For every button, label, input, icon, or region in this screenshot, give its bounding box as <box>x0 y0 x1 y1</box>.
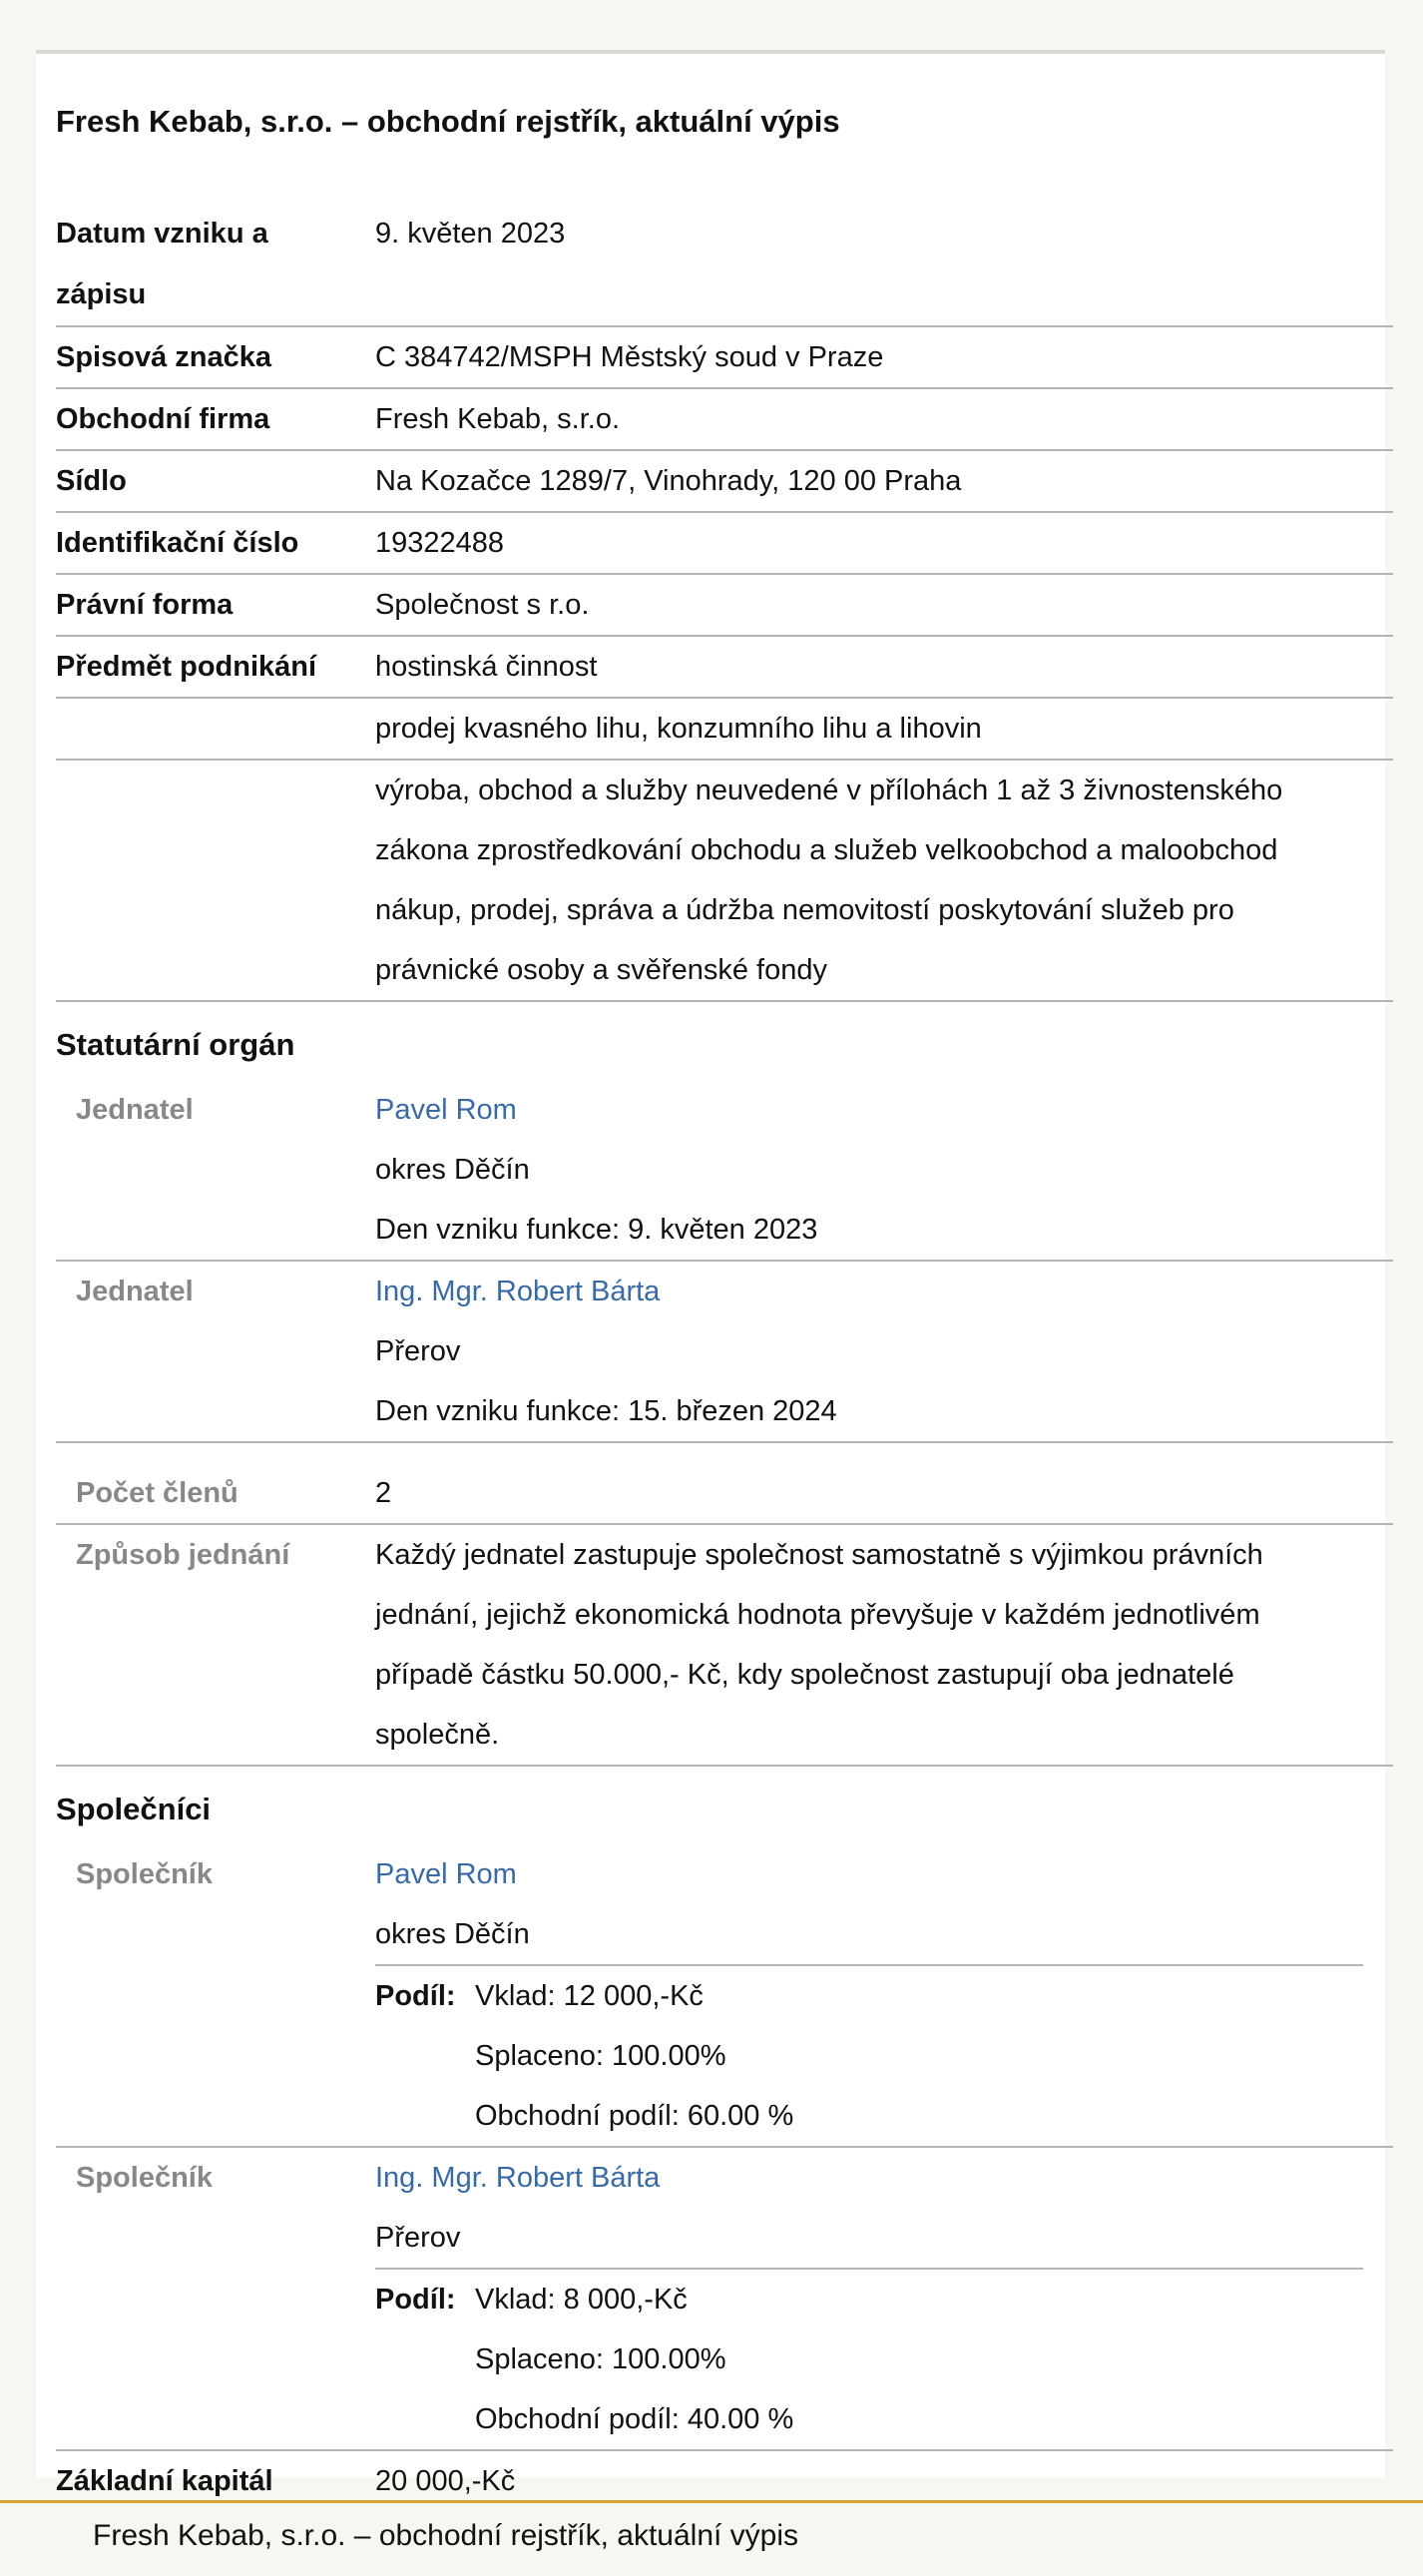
predmet-3-line: právnické osoby a svěřenské fondy <box>375 954 827 986</box>
label-sidlo: Sídlo <box>56 465 127 497</box>
partner-role: Společník <box>76 1858 213 1890</box>
share-obchodni-podil: Obchodní podíl: 60.00 % <box>475 2100 794 2132</box>
predmet-3-line: zákona zprostředkování obchodu a služeb velkoobchod a maloobchod <box>375 834 1278 866</box>
label-obchodni-firma: Obchodní firma <box>56 403 270 435</box>
member-details <box>375 1262 1373 1441</box>
row-sidlo <box>56 451 1393 513</box>
share-label: Podíl: <box>375 2284 456 2316</box>
value-sidlo: Na Kozačce 1289/7, Vinohrady, 120 00 Praha <box>375 465 962 497</box>
row-identifikacni-cislo <box>56 513 1393 575</box>
predmet-3-line: výroba, obchod a služby neuvedené v přílohách 1 až 3 živnostenského <box>375 774 1283 806</box>
member-details <box>375 1080 1373 1260</box>
zpusob-jednani-line: jednání, jejichž ekonomická hodnota převyšuje v každém jednotlivém <box>375 1599 1260 1631</box>
zpusob-jednani-line: případě částku 50.000,- Kč, kdy společnost zastupují oba jednatelé <box>375 1659 1234 1691</box>
partner-name-link[interactable]: Pavel Rom <box>375 1858 517 1890</box>
member-role: Jednatel <box>76 1094 194 1126</box>
value-predmet-2: prodej kvasného lihu, konzumního lihu a lihovin <box>375 713 982 745</box>
member-role: Jednatel <box>76 1276 194 1307</box>
row-obchodni-firma <box>56 389 1393 451</box>
partner-details <box>375 2148 1373 2268</box>
share-values <box>475 1966 793 2146</box>
share-label: Podíl: <box>375 1980 456 2012</box>
zpusob-jednani-line: Každý jednatel zastupuje společnost samostatně s výjimkou právních <box>375 1539 1263 1571</box>
share-vklad: Vklad: 8 000,-Kč <box>475 2284 688 2316</box>
member-place: okres Děčín <box>375 1154 530 1186</box>
label-datum-vzniku: Datum vzniku a zápisu <box>56 218 268 310</box>
label-predmet-podnikani: Předmět podnikání <box>56 651 317 683</box>
value-zakladni-kapital: 20 000,-Kč <box>375 2465 516 2497</box>
member-since: Den vzniku funkce: 15. březen 2024 <box>375 1395 837 1427</box>
value-predmet-1: hostinská činnost <box>375 651 598 683</box>
label-identifikacni-cislo: Identifikační číslo <box>56 527 299 559</box>
value-pravni-forma: Společnost s r.o. <box>375 589 590 621</box>
value-zpusob-jednani <box>375 1525 1373 1765</box>
value-datum-vzniku: 9. květen 2023 <box>375 218 566 250</box>
page-title: Fresh Kebab, s.r.o. – obchodní rejstřík, aktuální výpis <box>56 104 840 139</box>
share-values <box>475 2270 793 2449</box>
zpusob-jednani-line: společně. <box>375 1719 500 1751</box>
partner-name-link[interactable]: Ing. Mgr. Robert Bárta <box>375 2162 661 2194</box>
label-pocet-clenu: Počet členů <box>76 1477 238 1509</box>
row-pravni-forma <box>56 575 1393 637</box>
label-zakladni-kapital: Základní kapitál <box>56 2465 273 2497</box>
predmet-3-line: nákup, prodej, správa a údržba nemovitostí poskytování služeb pro <box>375 894 1234 926</box>
row-pocet-clenu <box>56 1463 1393 1525</box>
label-spisova-znacka: Spisová značka <box>56 341 271 373</box>
label-zpusob-jednani: Způsob jednání <box>76 1539 290 1571</box>
row-zpusob-jednani <box>56 1525 1393 1767</box>
value-obchodni-firma: Fresh Kebab, s.r.o. <box>375 403 621 435</box>
section-spolecnici: Společníci <box>56 1792 212 1826</box>
share-obchodni-podil: Obchodní podíl: 40.00 % <box>475 2403 794 2435</box>
share-splaceno: Splaceno: 100.00% <box>475 2343 726 2375</box>
partner-details <box>375 1844 1373 1964</box>
partner-share <box>375 2268 1363 2449</box>
row-predmet-podnikani <box>56 637 1393 699</box>
section-statutarni-organ: Statutární orgán <box>56 1027 295 1062</box>
partner-place: Přerov <box>375 2222 461 2254</box>
value-identifikacni-cislo: 19322488 <box>375 527 505 559</box>
partner <box>56 2148 1393 2451</box>
member-name-link[interactable]: Ing. Mgr. Robert Bárta <box>375 1276 661 1307</box>
page-footer <box>0 2500 1423 2576</box>
value-pocet-clenu: 2 <box>375 1477 392 1509</box>
member-name-link[interactable]: Pavel Rom <box>375 1094 517 1126</box>
partner-place: okres Děčín <box>375 1918 530 1950</box>
label-pravni-forma: Právní forma <box>56 589 234 621</box>
partner-role: Společník <box>76 2162 213 2194</box>
register-extract-sheet <box>36 50 1385 2497</box>
footer-title: Fresh Kebab, s.r.o. – obchodní rejstřík, aktuální výpis <box>93 2519 799 2552</box>
row-predmet-2 <box>56 699 1393 761</box>
value-spisova-znacka: C 384742/MSPH Městský soud v Praze <box>375 341 884 373</box>
member-since: Den vzniku funkce: 9. květen 2023 <box>375 1214 818 1246</box>
statutory-member <box>56 1080 1393 1262</box>
partner <box>56 1844 1393 2148</box>
share-splaceno: Splaceno: 100.00% <box>475 2040 726 2072</box>
statutory-member <box>56 1262 1393 1443</box>
member-place: Přerov <box>375 1335 461 1367</box>
row-spisova-znacka <box>56 327 1393 389</box>
row-datum-vzniku <box>56 204 1393 327</box>
row-predmet-3 <box>56 761 1393 1002</box>
value-predmet-3 <box>375 761 1373 1000</box>
share-vklad: Vklad: 12 000,-Kč <box>475 1980 704 2012</box>
partner-share <box>375 1964 1363 2146</box>
